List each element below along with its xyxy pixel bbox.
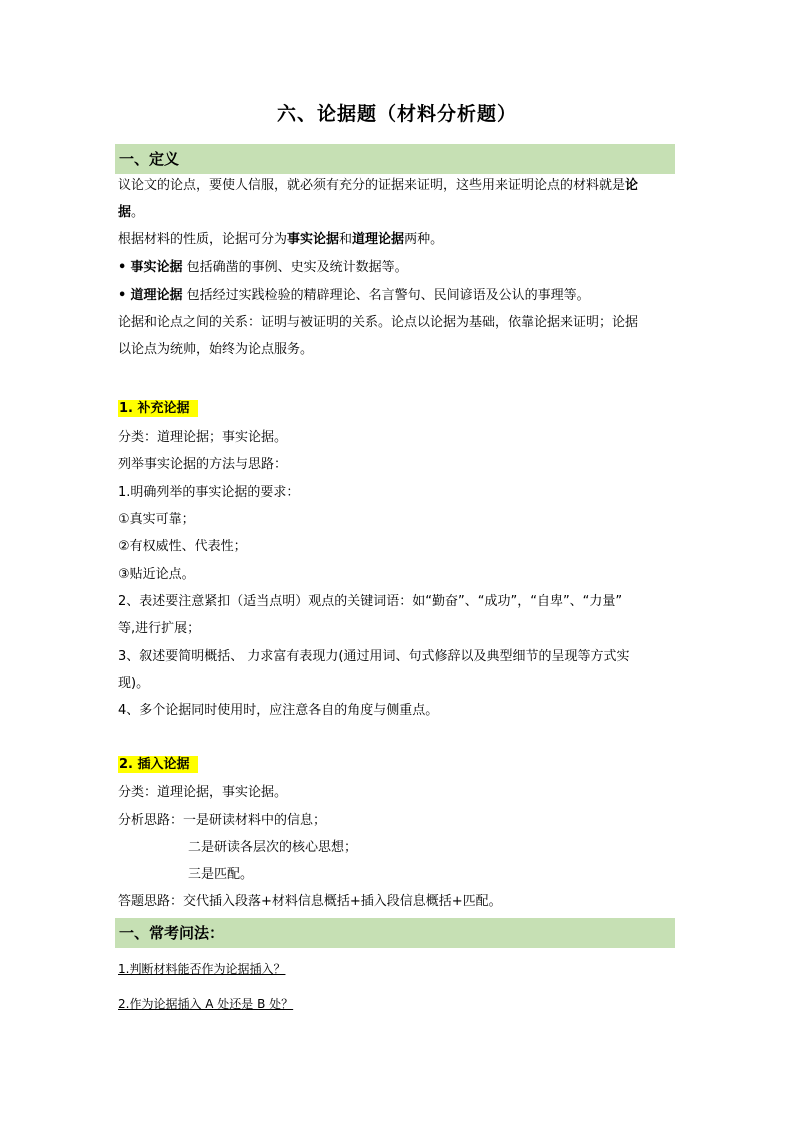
analysis-step1: 一是研读材料中的信息； <box>183 813 327 828</box>
section-heading-questions <box>115 918 675 948</box>
question-1-text: 1.判断材料能否作为论据插入？ <box>118 962 286 976</box>
fact-label: 事实论据 <box>130 260 183 275</box>
definition-end: 。 <box>131 205 145 220</box>
bullet-icon: • <box>118 260 127 275</box>
section-heading-text: 一、常考问法： <box>119 924 225 942</box>
question-2 <box>118 994 678 1015</box>
supplement-req3: ③贴近论点。 <box>118 567 195 582</box>
insert-answer: 答题思路：交代插入段落+材料信息概括+插入段信息概括+匹配。 <box>118 894 502 909</box>
bullet-icon: • <box>118 288 127 303</box>
reason-label: 道理论据 <box>130 288 183 303</box>
insert-category: 分类：道理论据，事实论据。 <box>118 785 288 800</box>
analysis-label: 分析思路： <box>118 813 184 828</box>
supplement-heading <box>118 399 678 419</box>
supplement-p3-line2: 现)。 <box>118 676 150 691</box>
types-text-a: 根据材料的性质，论据可分为 <box>118 232 288 247</box>
definition-term-part2: 据 <box>118 205 132 220</box>
page-title: 六、论据题（材料分析题） <box>276 103 517 125</box>
supplement-p3-line1: 3、叙述要简明概括、 力求富有表现力(通过用词、句式修辞以及典型细节的呈现等方式实 <box>118 649 630 664</box>
insert-analysis <box>118 811 678 831</box>
supplement-category: 分类：道理论据；事实论据。 <box>118 430 288 445</box>
bullet-reason <box>118 286 678 306</box>
definition-paragraph <box>118 176 678 196</box>
supplement-p2-line2: 等,进行扩展； <box>118 621 201 636</box>
definition-text: 议论文的论点，要使人信服，就必须有充分的证据来证明，这些用来证明论点的材料就是 <box>118 178 626 193</box>
definition-paragraph-cont <box>118 203 678 223</box>
relation-line2: 以论点为统帅，始终为论点服务。 <box>118 342 314 357</box>
section-heading-text: 一、定义 <box>119 150 180 168</box>
fact-desc: 包括确凿的事例、史实及统计数据等。 <box>186 260 408 275</box>
types-reason-term: 道理论据 <box>352 232 405 247</box>
insert-heading-text: 2. 插入论据 <box>118 756 198 773</box>
relation-line1: 论据和论点之间的关系：证明与被证明的关系。论点以论据为基础，依靠论据来证明；论据 <box>118 315 639 330</box>
supplement-p4: 4、多个论据同时使用时，应注意各自的角度与侧重点。 <box>118 703 439 718</box>
insert-step3: 三是匹配。 <box>188 867 254 882</box>
bullet-fact <box>118 258 678 278</box>
supplement-req: 1.明确列举的事实论据的要求： <box>118 485 300 500</box>
question-1 <box>118 959 678 980</box>
types-fact-term: 事实论据 <box>287 232 340 247</box>
supplement-method: 列举事实论据的方法与思路： <box>118 457 288 472</box>
definition-term-part1: 论 <box>625 178 639 193</box>
reason-desc: 包括经过实践检验的精辟理论、名言警句、民间谚语及公认的事理等。 <box>186 288 590 303</box>
question-2-text: 2.作为论据插入 A 处还是 B 处？ <box>118 997 294 1011</box>
insert-heading <box>118 755 678 775</box>
types-text-e: 两种。 <box>404 232 444 247</box>
insert-step2: 二是研读各层次的核心思想； <box>188 840 358 855</box>
supplement-req2: ②有权威性、代表性； <box>118 539 247 554</box>
supplement-req1: ①真实可靠； <box>118 512 195 527</box>
types-line <box>118 230 678 250</box>
section-heading-definition <box>115 144 675 174</box>
supplement-heading-text: 1. 补充论据 <box>118 400 198 417</box>
supplement-p2-line1: 2、表述要注意紧扣（适当点明）观点的关键词语：如“勤奋”、“成功”，“自卑”、“力量” <box>118 594 623 609</box>
types-text-c: 和 <box>339 232 353 247</box>
